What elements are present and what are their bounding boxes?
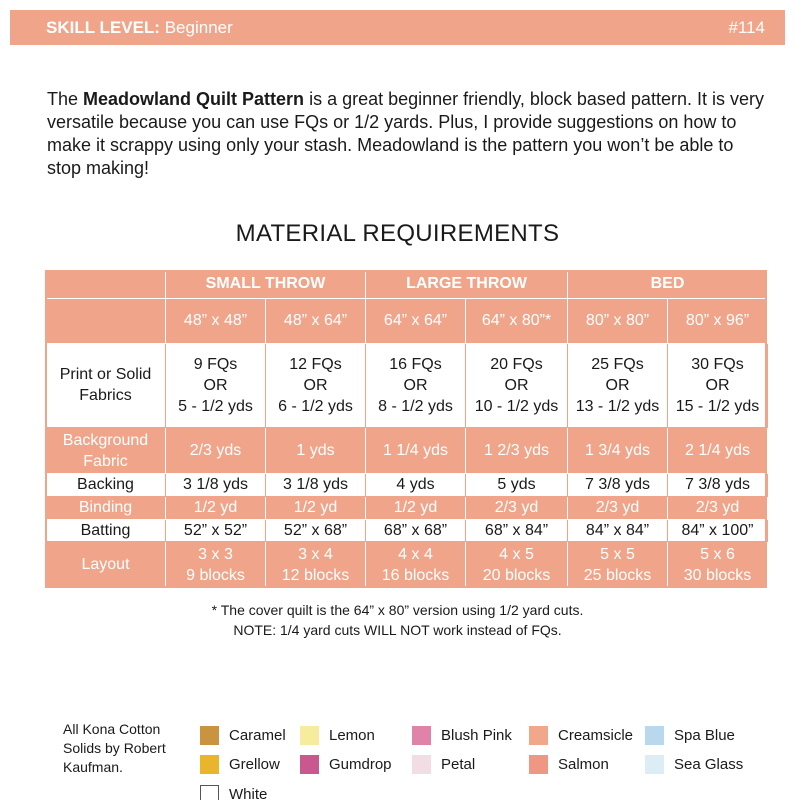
swatch-color-chip — [645, 755, 664, 774]
cover-quilt-note: * The cover quilt is the 64” x 80” version using 1/2 yard cuts. — [211, 602, 584, 618]
requirement-cell: 2/3 yd — [466, 496, 568, 519]
swatch-name: Salmon — [558, 756, 609, 773]
size-row — [46, 298, 768, 343]
swatch-name: Petal — [441, 756, 476, 773]
size-cell: 64” x 80”* — [466, 298, 568, 343]
swatch-name: Creamsicle — [558, 727, 634, 744]
skill-level: SKILL LEVEL: Beginner — [46, 17, 233, 37]
requirement-cell: 4 x 4 16 blocks — [366, 542, 466, 588]
swatch-name: Gumdrop — [329, 756, 392, 773]
row-label: Binding — [46, 496, 166, 519]
group-header-row — [46, 271, 768, 299]
swatch-item — [645, 726, 735, 745]
requirement-cell: 20 FQs OR 10 - 1/2 yds — [466, 343, 568, 428]
requirement-cell: 5 x 5 25 blocks — [568, 542, 668, 588]
swatch-item — [529, 726, 633, 745]
intro-paragraph: The Meadowland Quilt Pattern is a great beginner friendly, block based pattern. It is very versatile because you can use FQs or 1/2 yards. Plus, I provide suggestions on how to make it scrappy using only your stash. Meadowland is the pattern you won’t be able to stop making! — [47, 89, 764, 178]
swatch-item — [200, 726, 286, 745]
swatch-item — [412, 755, 475, 774]
swatch-item — [300, 755, 392, 774]
requirement-cell: 4 x 5 20 blocks — [466, 542, 568, 588]
requirement-cell: 3 x 4 12 blocks — [266, 542, 366, 588]
requirement-cell: 1 1/4 yds — [366, 428, 466, 474]
corner-cell — [46, 271, 166, 299]
swatch-color-chip — [412, 755, 431, 774]
requirement-cell: 4 yds — [366, 474, 466, 497]
requirement-cell: 7 3/8 yds — [568, 474, 668, 497]
swatch-intro: All Kona Cotton Solids by Robert Kaufman. — [63, 721, 166, 775]
requirement-cell: 16 FQs OR 8 - 1/2 yds — [366, 343, 466, 428]
requirement-cell: 1 yds — [266, 428, 366, 474]
requirement-cell: 7 3/8 yds — [668, 474, 768, 497]
swatch-name: Spa Blue — [674, 727, 735, 744]
pattern-number: #114 — [728, 17, 765, 37]
swatch-item — [200, 785, 267, 800]
size-cell: 48” x 64” — [266, 298, 366, 343]
requirement-cell: 1 3/4 yds — [568, 428, 668, 474]
group-bed: BED — [568, 271, 768, 299]
size-cell: 48” x 48” — [166, 298, 266, 343]
pattern-name: Meadowland Quilt Pattern — [83, 89, 305, 109]
requirement-cell: 52” x 52” — [166, 519, 266, 542]
requirement-cell: 1 2/3 yds — [466, 428, 568, 474]
requirement-row — [46, 474, 768, 497]
group-large-throw: LARGE THROW — [366, 271, 568, 299]
requirement-cell: 2/3 yds — [166, 428, 266, 474]
requirement-cell: 30 FQs OR 15 - 1/2 yds — [668, 343, 768, 428]
requirement-row — [46, 343, 768, 428]
row-label: Layout — [46, 542, 166, 588]
swatch-name: Grellow — [229, 756, 280, 773]
swatch-color-chip — [529, 726, 548, 745]
requirement-cell: 2 1/4 yds — [668, 428, 768, 474]
requirement-cell: 25 FQs OR 13 - 1/2 yds — [568, 343, 668, 428]
fq-warning-note: NOTE: 1/4 yard cuts WILL NOT work instead of FQs. — [233, 622, 562, 638]
requirement-cell: 1/2 yd — [366, 496, 466, 519]
size-cell: 80” x 80” — [568, 298, 668, 343]
requirement-cell: 68” x 68” — [366, 519, 466, 542]
swatch-name: Blush Pink — [441, 727, 512, 744]
skill-level-value: Beginner — [164, 17, 233, 37]
swatch-color-chip — [645, 726, 664, 745]
requirement-row — [46, 496, 768, 519]
requirement-cell: 5 yds — [466, 474, 568, 497]
swatch-color-chip — [200, 785, 219, 800]
swatch-color-chip — [300, 726, 319, 745]
requirement-cell: 12 FQs OR 6 - 1/2 yds — [266, 343, 366, 428]
requirement-row — [46, 542, 768, 588]
swatch-name: White — [229, 786, 268, 800]
header-band — [10, 10, 785, 45]
row-label: Batting — [46, 519, 166, 542]
group-small-throw: SMALL THROW — [166, 271, 366, 299]
swatch-item — [412, 726, 512, 745]
swatch-name: Caramel — [229, 727, 286, 744]
requirement-row — [46, 519, 768, 542]
requirement-cell: 3 x 3 9 blocks — [166, 542, 266, 588]
swatch-color-chip — [529, 755, 548, 774]
requirement-row — [46, 428, 768, 474]
row-label: Background Fabric — [46, 428, 166, 474]
swatch-color-chip — [412, 726, 431, 745]
size-cell: 64” x 64” — [366, 298, 466, 343]
row-label: Backing — [46, 474, 166, 497]
swatch-name: Sea Glass — [674, 756, 744, 773]
swatch-item — [529, 755, 609, 774]
swatch-color-chip — [300, 755, 319, 774]
swatch-name: Lemon — [329, 727, 375, 744]
requirement-cell: 1/2 yd — [166, 496, 266, 519]
requirement-cell: 5 x 6 30 blocks — [668, 542, 768, 588]
requirement-cell: 2/3 yd — [568, 496, 668, 519]
material-requirements-table — [45, 270, 768, 588]
swatch-color-chip — [200, 726, 219, 745]
swatch-item — [300, 726, 375, 745]
section-title: MATERIAL REQUIREMENTS — [235, 220, 560, 247]
requirement-cell: 2/3 yd — [668, 496, 768, 519]
swatch-item — [645, 755, 743, 774]
requirement-cell: 68” x 84” — [466, 519, 568, 542]
requirement-cell: 3 1/8 yds — [166, 474, 266, 497]
requirement-cell: 52” x 68” — [266, 519, 366, 542]
requirement-cell: 84” x 84” — [568, 519, 668, 542]
requirement-cell: 84” x 100” — [668, 519, 768, 542]
table-notes — [0, 600, 795, 640]
requirement-cell: 1/2 yd — [266, 496, 366, 519]
swatch-color-chip — [200, 755, 219, 774]
swatch-item — [200, 755, 280, 774]
size-label-cell — [46, 298, 166, 343]
row-label: Print or Solid Fabrics — [46, 343, 166, 428]
requirement-cell: 3 1/8 yds — [266, 474, 366, 497]
size-cell: 80” x 96” — [668, 298, 768, 343]
requirement-cell: 9 FQs OR 5 - 1/2 yds — [166, 343, 266, 428]
